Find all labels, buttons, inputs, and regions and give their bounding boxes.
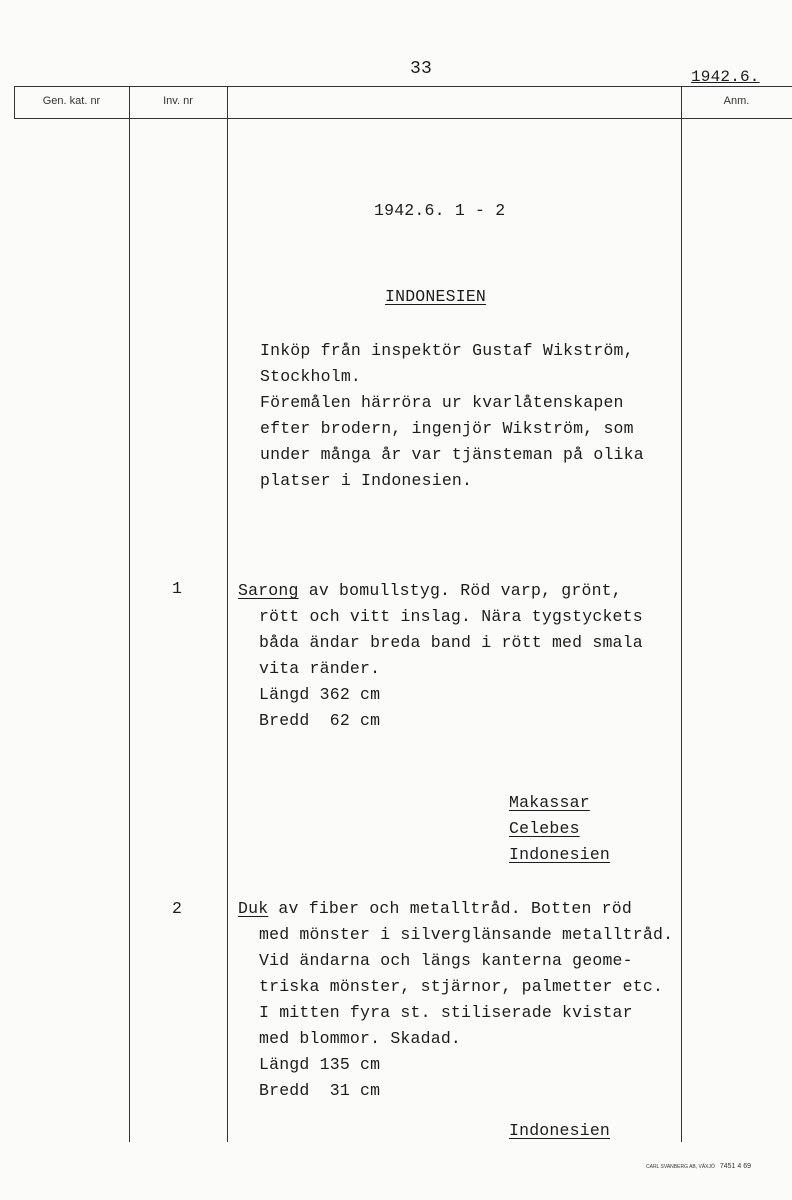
item-2-origin-country: Indonesien (509, 1121, 611, 1140)
column-divider-gen-inv (129, 86, 130, 1142)
item-2-title: Duk (238, 899, 269, 918)
printer-name: CARL SVANBERG AB, VÄXJÖ (646, 1164, 715, 1170)
item-2-first-line-rest: av fiber och metalltråd. Botten röd (268, 899, 632, 918)
intro-line: platser i Indonesien. (260, 471, 473, 490)
header-top-rule (14, 86, 792, 87)
item-1-width: Bredd 62 cm (259, 711, 381, 730)
entry-range: 1942.6. 1 - 2 (374, 201, 506, 220)
item-1-origin-island: Celebes (509, 819, 580, 838)
item-1-line: vita ränder. (259, 659, 381, 678)
column-header-gen-kat: Gen. kat. nr (42, 95, 101, 107)
item-2-inv-nr: 2 (172, 899, 183, 918)
header-bottom-rule (14, 118, 792, 119)
item-1-origin-city: Makassar (509, 793, 590, 812)
column-header-inv: Inv. nr (163, 95, 193, 107)
page-number: 33 (410, 59, 433, 79)
catalogue-year: 1942.6. (691, 68, 760, 86)
item-2-width: Bredd 31 cm (259, 1081, 381, 1100)
item-1-title: Sarong (238, 581, 299, 600)
column-header-anm: Anm. (723, 95, 750, 107)
intro-line: Föremålen härröra ur kvarlåtenskapen (260, 393, 624, 412)
column-divider-inv-text (227, 86, 228, 1142)
item-2-line: triska mönster, stjärnor, palmetter etc. (259, 977, 664, 996)
form-code: 7451 4 69 (719, 1163, 752, 1170)
printer-imprint (646, 1163, 751, 1170)
item-2-line: med blommor. Skadad. (259, 1029, 462, 1048)
item-2-line: med mönster i silverglänsande metalltråd. (259, 925, 674, 944)
item-1-line: rött och vitt inslag. Nära tygstyckets (259, 607, 643, 626)
item-1-length: Längd 362 cm (259, 685, 381, 704)
intro-line: Inköp från inspektör Gustaf Wikström, (260, 341, 634, 360)
item-1-origin-country: Indonesien (509, 845, 611, 864)
item-1-first-line-rest: av bomullstyg. Röd varp, grönt, (298, 581, 622, 600)
intro-line: efter brodern, ingenjör Wikström, som (260, 419, 634, 438)
item-2-line: Vid ändarna och längs kanterna geome- (259, 951, 633, 970)
item-1-inv-nr: 1 (172, 579, 183, 598)
intro-line: under många år var tjänsteman på olika (260, 445, 644, 464)
item-1-first-line (238, 578, 622, 604)
item-1-line: båda ändar breda band i rött med smala (259, 633, 643, 652)
intro-line: Stockholm. (260, 367, 362, 386)
column-divider-text-anm (681, 86, 682, 1142)
entry-heading: INDONESIEN (385, 287, 487, 306)
item-2-length: Längd 135 cm (259, 1055, 381, 1074)
item-2-line: I mitten fyra st. stiliserade kvistar (259, 1003, 633, 1022)
item-2-first-line (238, 896, 632, 922)
